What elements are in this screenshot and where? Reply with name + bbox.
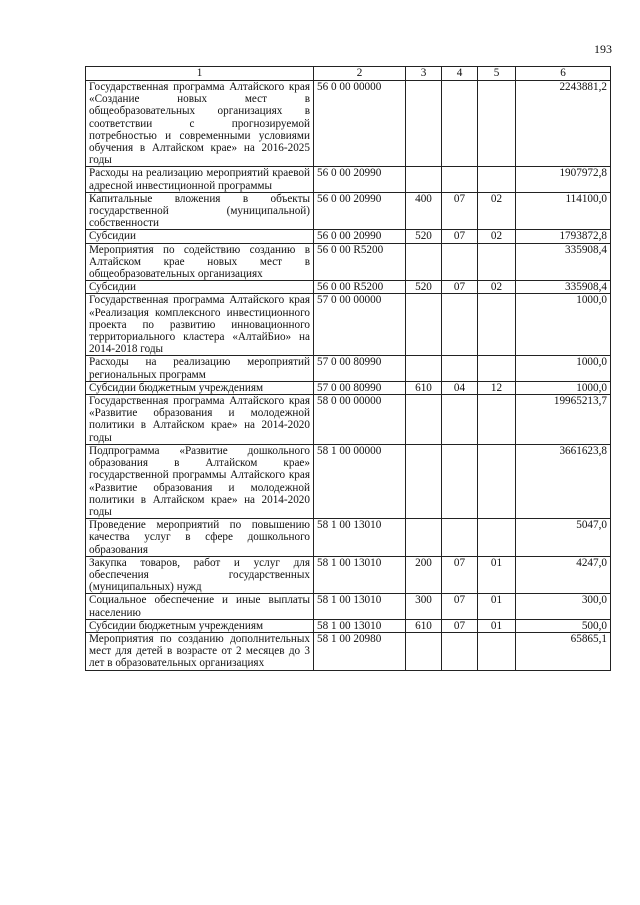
cell-c1: Государственная программа Алтайского края «Создание новых мест в общеобразовательных организациях в соответствии с прогнозируемой потребностью и современными условиями обучения в Алтайском крае» на 2016-2025 годы (86, 81, 314, 167)
cell-c1: Мероприятия по содействию созданию в Алтайском крае новых мест в общеобразовательных организациях (86, 243, 314, 281)
cell-c3: 520 (406, 281, 442, 294)
table-row (86, 81, 611, 167)
cell-c2: 58 1 00 13010 (314, 594, 406, 619)
cell-c3 (406, 243, 442, 281)
cell-c4 (442, 81, 478, 167)
table-row (86, 192, 611, 230)
cell-c1: Закупка товаров, работ и услуг для обеспечения государственных (муниципальных) нужд (86, 556, 314, 594)
cell-c1: Социальное обеспечение и иные выплаты населению (86, 594, 314, 619)
cell-c1: Субсидии бюджетным учреждениям (86, 381, 314, 394)
table-row (86, 619, 611, 632)
cell-c3 (406, 294, 442, 356)
table-row (86, 243, 611, 281)
header-cell: 4 (442, 67, 478, 81)
cell-c1: Субсидии (86, 281, 314, 294)
cell-c3: 520 (406, 230, 442, 243)
cell-c5 (478, 395, 516, 445)
table-row (86, 294, 611, 356)
cell-c1: Подпрограмма «Развитие дошкольного образования в Алтайском крае» государственной программы Алтайского края «Развитие образования и молодежной политики в Алтайском крае» на 2014-2020 годы (86, 444, 314, 518)
cell-c6: 4247,0 (516, 556, 611, 594)
cell-c6: 1000,0 (516, 356, 611, 381)
cell-c3: 400 (406, 192, 442, 230)
cell-c5 (478, 519, 516, 557)
cell-c2: 56 0 00 20990 (314, 167, 406, 192)
cell-c2: 58 1 00 13010 (314, 519, 406, 557)
header-cell: 5 (478, 67, 516, 81)
cell-c3 (406, 81, 442, 167)
cell-c6: 114100,0 (516, 192, 611, 230)
cell-c1: Государственная программа Алтайского края «Развитие образования и молодежной политики в Алтайском крае» на 2014-2020 годы (86, 395, 314, 445)
cell-c5 (478, 356, 516, 381)
cell-c4 (442, 519, 478, 557)
cell-c6: 2243881,2 (516, 81, 611, 167)
cell-c6: 335908,4 (516, 243, 611, 281)
page-number: 193 (594, 42, 612, 56)
cell-c4 (442, 356, 478, 381)
cell-c5 (478, 81, 516, 167)
cell-c2: 56 0 00 20990 (314, 230, 406, 243)
cell-c1: Расходы на реализацию мероприятий региональных программ (86, 356, 314, 381)
cell-c4 (442, 243, 478, 281)
table-row (86, 356, 611, 381)
cell-c3 (406, 519, 442, 557)
cell-c3 (406, 356, 442, 381)
cell-c5: 02 (478, 192, 516, 230)
table-row (86, 395, 611, 445)
cell-c6: 5047,0 (516, 519, 611, 557)
cell-c4: 07 (442, 281, 478, 294)
cell-c5 (478, 243, 516, 281)
cell-c1: Мероприятия по созданию дополнительных мест для детей в возрасте от 2 месяцев до 3 лет в образовательных организациях (86, 632, 314, 670)
cell-c4: 07 (442, 556, 478, 594)
cell-c5 (478, 167, 516, 192)
cell-c6: 1793872,8 (516, 230, 611, 243)
cell-c4: 07 (442, 594, 478, 619)
cell-c2: 57 0 00 80990 (314, 356, 406, 381)
cell-c1: Субсидии (86, 230, 314, 243)
cell-c3 (406, 395, 442, 445)
table-row (86, 381, 611, 394)
header-cell: 3 (406, 67, 442, 81)
cell-c5 (478, 294, 516, 356)
cell-c1: Капитальные вложения в объекты государственной (муниципальной) собственности (86, 192, 314, 230)
cell-c3 (406, 167, 442, 192)
table-row (86, 519, 611, 557)
cell-c5: 01 (478, 594, 516, 619)
cell-c6: 19965213,7 (516, 395, 611, 445)
cell-c2: 58 0 00 00000 (314, 395, 406, 445)
cell-c1: Государственная программа Алтайского края «Реализация комплексного инвестиционного проекта по развитию инновационного территориального кластера «АлтайБио» на 2014-2018 годы (86, 294, 314, 356)
table-row (86, 444, 611, 518)
cell-c1: Субсидии бюджетным учреждениям (86, 619, 314, 632)
budget-table (85, 66, 611, 671)
cell-c4 (442, 294, 478, 356)
table-row (86, 230, 611, 243)
cell-c3: 610 (406, 381, 442, 394)
cell-c5: 12 (478, 381, 516, 394)
cell-c5 (478, 444, 516, 518)
cell-c4: 07 (442, 192, 478, 230)
cell-c6: 500,0 (516, 619, 611, 632)
cell-c4: 04 (442, 381, 478, 394)
header-cell: 6 (516, 67, 611, 81)
cell-c2: 56 0 00 00000 (314, 81, 406, 167)
table-row (86, 556, 611, 594)
cell-c6: 65865,1 (516, 632, 611, 670)
cell-c3: 610 (406, 619, 442, 632)
cell-c6: 3661623,8 (516, 444, 611, 518)
cell-c2: 56 0 00 R5200 (314, 281, 406, 294)
cell-c4: 07 (442, 230, 478, 243)
cell-c4 (442, 632, 478, 670)
cell-c2: 58 1 00 20980 (314, 632, 406, 670)
cell-c6: 1000,0 (516, 381, 611, 394)
cell-c6: 300,0 (516, 594, 611, 619)
cell-c2: 56 0 00 R5200 (314, 243, 406, 281)
cell-c2: 56 0 00 20990 (314, 192, 406, 230)
cell-c4: 07 (442, 619, 478, 632)
cell-c2: 57 0 00 00000 (314, 294, 406, 356)
table-row (86, 167, 611, 192)
cell-c6: 1907972,8 (516, 167, 611, 192)
cell-c3 (406, 444, 442, 518)
cell-c1: Проведение мероприятий по повышению качества услуг в сфере дошкольного образования (86, 519, 314, 557)
cell-c2: 57 0 00 80990 (314, 381, 406, 394)
cell-c3: 200 (406, 556, 442, 594)
cell-c2: 58 1 00 00000 (314, 444, 406, 518)
table-body (86, 81, 611, 671)
table-row (86, 594, 611, 619)
cell-c5: 02 (478, 281, 516, 294)
cell-c2: 58 1 00 13010 (314, 556, 406, 594)
header-row (86, 67, 611, 81)
header-cell: 2 (314, 67, 406, 81)
table-row (86, 281, 611, 294)
cell-c3 (406, 632, 442, 670)
cell-c1: Расходы на реализацию мероприятий краевой адресной инвестиционной программы (86, 167, 314, 192)
cell-c4 (442, 167, 478, 192)
cell-c5: 02 (478, 230, 516, 243)
cell-c5 (478, 632, 516, 670)
cell-c4 (442, 395, 478, 445)
cell-c5: 01 (478, 556, 516, 594)
cell-c4 (442, 444, 478, 518)
cell-c2: 58 1 00 13010 (314, 619, 406, 632)
cell-c3: 300 (406, 594, 442, 619)
cell-c6: 335908,4 (516, 281, 611, 294)
cell-c5: 01 (478, 619, 516, 632)
header-cell: 1 (86, 67, 314, 81)
table-row (86, 632, 611, 670)
cell-c6: 1000,0 (516, 294, 611, 356)
